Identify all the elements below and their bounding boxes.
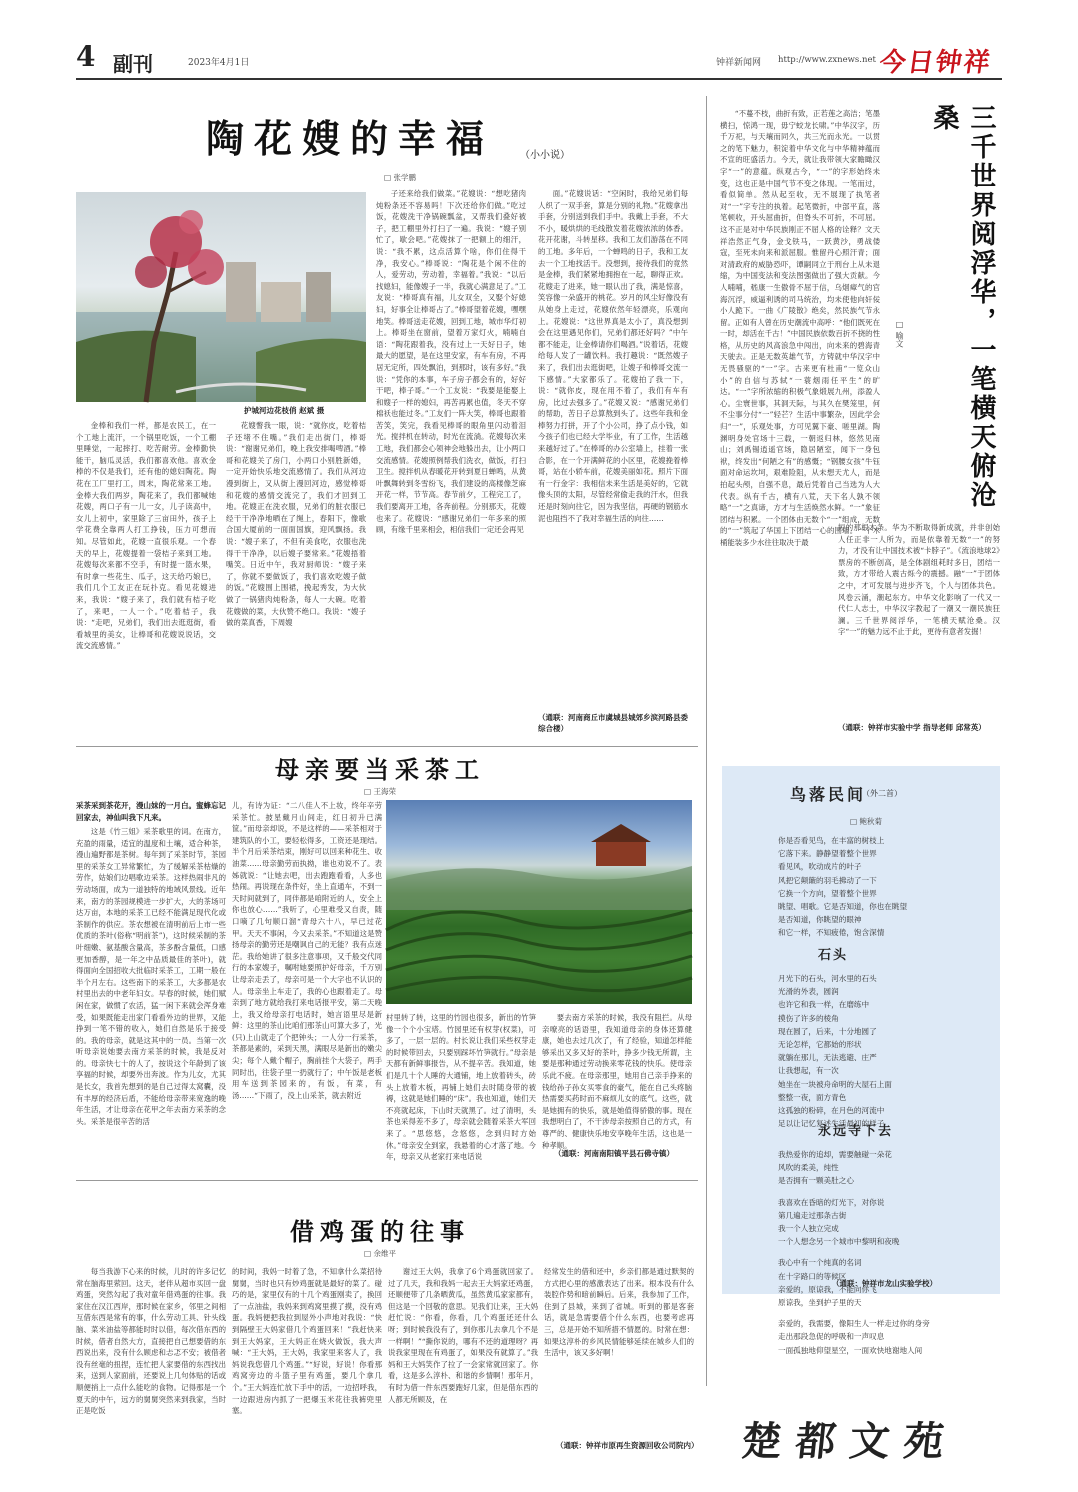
story2-epigraph: 采茶采到茶花开，漫山妹的一月白。蜜蜂忘记回家去，神仙叫我下凡来。 — [76, 801, 226, 822]
poem-line: 光滑的外表，圆润 — [778, 987, 839, 997]
column-divider — [706, 96, 707, 1386]
poem-line: 也许它和我一样，在磨练中 — [778, 1000, 870, 1010]
poem-line: 走出那段急促的呼吸和一声叹息 — [778, 1332, 885, 1342]
poem-line: 她坐在一块被舟命明的大屋石上面 — [778, 1079, 892, 1089]
section-label: 楚都文苑 — [739, 1418, 961, 1465]
poem-line: 我心中有一个纯真的名词 — [778, 1258, 862, 1268]
story3-title: 借鸡蛋的往事 — [290, 1218, 470, 1246]
story1-title: 陶花嫂的幸福 — [205, 117, 494, 161]
poem-line: 我一个人独立完成 — [778, 1224, 839, 1234]
poem2-title: 石头 — [818, 948, 849, 963]
page-number: 4 — [76, 40, 96, 73]
issue-date: 2023年4月1日 — [188, 58, 250, 68]
poem-line: 整整一夜，面方青色 — [778, 1092, 847, 1102]
poem-line: 现在圆了，后来，十分地圆了 — [778, 1026, 877, 1036]
poem-line: 这孤独的粉碎，在月色的河流中 — [778, 1106, 885, 1116]
site-name: 钟祥新闻网 — [716, 58, 762, 68]
poem3-body — [778, 1148, 988, 1357]
poem1-body — [778, 834, 988, 940]
section-divider-2 — [76, 1180, 698, 1181]
poem-line: 和它一样，不知疲倦，饱含深情 — [778, 928, 885, 938]
story3-credit: （通联：钟祥市原再生资源回收公司院内） — [556, 1441, 699, 1450]
poem-line: 一个人想念另一个城市中黎明和夜晚 — [778, 1237, 900, 1247]
poem-line: 让我想起，有一次 — [778, 1066, 839, 1076]
story1-genre: （小小说） — [520, 150, 570, 161]
poem-line: 它落下来。静静望着整个世界 — [778, 849, 877, 859]
poem-line: 是否知道，你眺望的眼神 — [778, 915, 862, 925]
story3-column-2: 的时间，我妈一时着了急，不知拿什么菜招待舅舅，当时也只有炒鸡蛋就是最好的菜了。碰巧的是，家里仅有的十几个鸡蛋刚卖了，换回了一点油盐，我妈来到鸡窝里摸了摸，没有鸡蛋。我妈便把我拉到屋外小声地对我说：“快到隔壁王大妈家借几个鸡蛋回来！”我赶快来到王大妈家，王大妈正在烧火做饭，我大声喊：“王大妈，王大妈，我家里来客人了，我妈说我您借几个鸡蛋。”“好说，好说！你看那鸡窝旁边的斗篮子里有鸡蛋，要几个拿几个。”王大妈连忙放下手中的活，一边招呼我，一边跟进房内抓了一把爆玉米花往我裤兜里塞。 — [232, 1267, 382, 1416]
site-url[interactable]: http://www.zxnews.net — [778, 55, 876, 65]
poem-line: 我喜欢在昏暗的灯光下，对你说 — [778, 1197, 885, 1207]
story1-column-4: 面。”花嫂说话：“空闲时，我给兄弟们每人织了一双手套，算是分别的礼物。”花嫂拿出手套，分别送到我们手中。我戴上手套，不大不小，暖烘烘的毛线散发着花嫂浓浓的体香。花开花谢，斗转星移。我和工友们游荡在不同的工地。多年后，一个蝉鸣的日子，我和工友去一个工地找活干。没想到，接待我们的竟然是金棒，我们紧紧地拥抱在一起，聊得正欢。花嫂走了进来，她一眼认出了我，满是惊喜，笑容像一朵盛开的桃花。岁月的风尘好像没有从她身上走过，花嫂依然年轻漂亮，乐观向上。花嫂说：“这世界真是太小了，真没想到会在这里遇见你们，兄弟们都还好吗？”中午都不能走，让金棒请你们喝酒。”说着话，花嫂给每人发了一罐饮料。我打趣说：“既然嫂子来了，我们出去逛街吧，让嫂子和棒哥交流一下感情。”大家都乐了。花嫂拍了我一下，说：“就你皮，现在用不着了，我们有车有房，比过去强多了。”花嫂又说：“感谢兄弟们的帮助，苦日子总算熬到头了。这些年我和金棒努力打拼，开了个小公司，挣了点小钱，如今孩子们也已经大学毕业，有了工作，生活越来越好过了。”在棒哥的办公室墙上，挂着一张合影，在一个开满鲜花的小区里，花嫂挽着棒哥，站在小轿车前，花嫂美丽如花。照片下面有一行金字：我相信未来生活是美好的，它就像头顶的太阳，尽管经常偷走我的汗水，但我还是时刻向往它，因为我坚信，再硬的钢筋水泥也阻挡不了我对幸福生活的向往…… — [538, 189, 688, 523]
essay-column-1: “不蔓不枝，曲折有致，正若莲之高洁；笔墨横扫，惊鸿一现，毋宁蛟龙长啸。”中华汉字，历千万祀，与天壤而同久，共三光而永光。一以贯之的笔下魅力，积淀着中华文化与中华精神蕴而不宣的旺盛活力。今天，就让我带领大家瞻瞰汉字“一”的意蕴。纵观古今，“一”的字形始终未变，这也正是中国气节不变之体现。一笔而过，看似简单。然从起至收，无不展现了执笔者对“一”字专注的执着。起笔微折，中部平直，落笔顿收，开头屈曲折，但脊头不可折，不可屈。这不正是对中华民族刚正不屈人格的诠释？文天祥浩然正气身，金戈铁马，一跃黄沙，勇战偻寇，至死未向来和派屈服。惟留丹心照汗青；面对清政府的威胁恐吓，谭嗣同立于刑台上从未退缩，为中国变法和变法图强做出了强大贡献。今人哺哺，嵇康一生傲骨不屈于信，乌烟瘴气的官海沉浮，威逼利诱的司马统治，均未使他向奸佞小人跪下。一曲《广陵散》绝矣，然民族气节永留。正如有人曾在历史潮流中高呼：“他们既死在一时，却活在千古！”中国民族依数百折不挠的性格，从历史的风高浪急中闯出，向未来的碧海青天驶去。正是无数英雄气节，方铸就中华汉字中无畏骚驱的“一”字。古来更有杜甫“一览众山小”的自信与苏轼“一蓑烟雨任平生”的旷达。“一”字所浓缩的积极气象煅展九州，添盈人心。尘寰世事，其洞天际，与其久在樊笼里，何不尘事分付“一”轻芒？生活中事繁杂，因此学会归“一”，乐观处事，方可见翼下豪、嗟里湖。陶渊明身处官场十三载，一朝返归林，悠然见南山；刘禹锡逍遥官场，隐居陋室，闻下一身包袱，终发出“何陋之有”的感慨；“钢腰女孩”牛钰面对命运坎坷，艰难险阻，从未想天尤人，而是拍起头颅，自强不息，最后凭着自己当选为人大代表。纵有千古，横有八荒，天下名人孰不领略“一”之真谛，方才与生活焕然水鲜。“一”象征团结与积累。一个团体由无数个“一”组成，无数的“一”筑起了华国上下团结一心的围墙。一个木桶能装多少水往往取决于最 — [720, 109, 880, 547]
story3-column-4: 经常发生的借和还中，乡亲们都是通过默契的方式把心里的感激表达了出来。根本没有什么装腔作势和暗前瞬后。后来，我参加了工作，住到了县城，来到了省城。听到的都是客套话，就是急需要借个什么东西，也要考虑再三，总是开始不知所措不情愿的。时常在想：如果这淳朴的乡风民情能够延续在城乡人们的生活中，该又多好啊！ — [544, 1267, 694, 1358]
tea-field-illustration — [386, 800, 692, 1004]
essay-credit: （通联：钟祥市实验中学 指导老师 邱常英） — [838, 723, 986, 732]
section-divider — [76, 746, 698, 747]
riverside-blossom-photo — [76, 192, 366, 402]
poem-line: 我热爱你的追却，需要触碰一朵花 — [778, 1150, 892, 1159]
poem2-body — [778, 972, 988, 1130]
poem-line: 就躺在那儿，无法逃避、庄严 — [778, 1053, 877, 1063]
story3-column-3: 谢过王大妈，我拿了6个鸡蛋就回家了。过了几天，我和我妈一起去王大妈家还鸡蛋，还顺便带了几条晒黄瓜，虽然黄瓜家家都有，但这是一个回敬的意思。见我们让来，王大妈赶忙说：“你看，你看，几个鸡蛋还还什么呀；到时候我没有了，到你那儿去拿几个不是一样啊！”“撕你说的，哪有不还的道理呀？再说我家里现在有鸡蛋了，如果没有就算了。”我妈和王大妈笑作了拉了一会家常就回家了。你看，这是多么淳朴、和谐的乡情啊！那年月，有时为借一件东西要跑好几家，但是借东西的人都无所顾及，在 — [388, 1267, 538, 1404]
photo-illustration — [76, 192, 366, 402]
photo-caption: 护城河边花枝俏 赵斌 摄 — [244, 406, 325, 415]
poem-line: 摸伤了许多的棱角 — [778, 1013, 839, 1023]
poem-line: 无论怎样，它都始的形状 — [778, 1040, 862, 1050]
story3-author: □ 余维平 — [364, 1249, 396, 1258]
poem-line: 亲爱的，原谅我，不能向你飞 — [778, 1284, 877, 1294]
story2-title: 母亲要当采茶工 — [275, 756, 485, 784]
poem-line: 第几遍走过那条古街 — [778, 1210, 847, 1220]
story2-credit: （通联：河南南阳镇平县石佛寺镇） — [554, 1149, 674, 1158]
story2-column-3: 村里转了转，这里的竹园也很多，新出的竹笋像一个个小宝塔。竹园里还有权芽(权菜)，可多了，一层一层的。村长说让我们采些权芽走的时候带回去，只要别踩坏竹笋就行。”母亲是天都有新鲜事报告，从不提辛苦。我知道，她们是几十个人睡的大通铺，地上放着砖头，砖头上放着木板，再铺上她们去时随身带的被褥，这就是她们睡的“床”。我也知道，她们天不亮就起床，下山时天就黑了。过了清明，头茶也采得差不多了，母亲就会随着采茶大军回来了。“思悠悠，念悠悠，念到归时方始休。”母亲安全到家，我悬着的心才落了地。今年，母亲又从老家打来电话说 — [386, 1013, 536, 1162]
poem-line: 在十字路口的等候区 — [778, 1271, 847, 1281]
header-rule — [76, 78, 1002, 80]
poem-line: 你是否看见鸟，在丰富的树枝上 — [778, 836, 885, 845]
poem-line: 看见风，吹动成片的叶子 — [778, 862, 862, 872]
section-name: 副刊 — [113, 52, 153, 76]
newspaper-logo: 今日钟祥 — [877, 48, 994, 78]
story2-column-2: 儿，有诗为证：“二八佳人不上妆，终年辛劳采茶忙。披星戴月山间走，红日初升已满筐。”而母亲却说，不是这样的——采茶相对于建筑队的小工，要轻松得多，工资还是现结。半个月后采茶结束，刚好可以回来种花生、收油菜……母亲勤劳而执拗，谁也劝说不了。表姊就说：“让她去吧，出去跑跑看看，人多也热闹。再说现在条件好，坐上直通车，不到一天时间就到了，同伴都是咱附近的人，安全上你也放心……”我听了，心里难受又自责，随口嘀了几句顺口溜“青母六十八，早已过花甲。天天不事闲，今又去采茶。”不知道这是赞扬母亲的勤劳还是嘲讽自己的无能？我有点迷茫。我给她讲了很多注意事项，又千般交代同行的本家嫂子，嘱咐她要照护好母亲，千万别让母亲走丢了，母亲可是一个大字也不认识的人。母亲坐上车走了，我的心也跟着走了。母亲到了地方就给我打来电话报平安，第二天晚上，我又给母亲打电话时，她言语里尽是新鲜：这里的茶山比咱们那茶山可算大多了，光(只)上山就走了个把钟头；一人分一行采茶，茶都是素的，采到天黑，满眼尽是新出的嫩尖尖；每个人戴个帽子，胸前挂个大袋子，两手同时出，往袋子里一扔就行了；中午饭是老板用车送到茶园来的，有饭，有菜，有汤……“下雨了，没上山采茶，就去附近 — [232, 801, 382, 1100]
poem-line: 原谅我，坐到护子里的天 — [778, 1298, 862, 1308]
poem-line: 一面孤独地仰望星空，一面欢快地谢地人间 — [778, 1345, 923, 1355]
poem-line: 风把它颠簸的羽毛拂动了一下 — [778, 875, 877, 885]
essay-author: □ 喻文 — [895, 320, 904, 348]
story1-column-3: 子还来给我们做菜。”花嫂说：“想吃猪肉炖粉条还不容易吗！下次还给你们做。”吃过饭，花嫂洗干净锅碗瓢盆，又帮我们叠好被子，把工棚里外打扫了一遍。我说：“嫂子别忙了，歇会吧。”花嫂抹了一把额上的细汗，说：“我不累，这点活算个啥，你们住得干净，我安心。”棒哥说：“陶花是个闲不住的人，爱劳动，劳动着，幸福着。”我说：“以后找媳妇，能像嫂子一半，我就心满意足了。”工友说：“棒哥真有福，儿女双全，又娶个好媳妇，好事全让棒哥占了。”棒哥望着花嫂，嘿嘿地笑。棒哥送走花嫂，回到工地，城市华灯初上。棒哥坐在窗前，望着万家灯火，喃喃自语：“陶花跟着我，没有过上一天好日子，她最大的愿望，是在这里安家，有车有房，不再居无定所，四处飘泊，到那时，该有多好。”我说：“凭你的本事，车子房子都会有的，好好干吧，棒子哥。”一个工友说：“我要是能娶上和嫂子一样的媳妇，再苦再累也值，冬天不穿棉袄也能过冬。”工友们一阵大笑，棒哥也跟着苦笑，笑完，我看见棒哥的眼角里闪动着泪光。搅拌机在转动，时光在流淌。花嫂每次来工地，我们都会心领神会地躲出去，让小两口交流感情。花嫂照例帮我们洗衣，做饭，打扫卫生。搅拌机从春暖花开转到夏日蝉鸣，从黄叶飘舞转到冬雪纷飞，我们建设的高楼像芝麻开花一样，节节高。春节前夕，工程完工了，我们要离开工地，各奔前程。分别那天，花嫂也来了。花嫂说：“感谢兄弟们一年多来的照顾，有缘千里来相会，相信我们一定还会再见 — [376, 189, 526, 535]
story2-author: □ 王海荣 — [364, 787, 396, 796]
poems-author: □ 鲍秋菊 — [850, 817, 882, 826]
poem-line: 亲爱的，我需要，像阳生人一样走过你的身旁 — [778, 1319, 930, 1329]
essay-title: 三千世界阅浮华，一笔横天俯沧桑 — [929, 104, 996, 510]
tea-plantation-photo — [386, 800, 692, 1004]
poem-line: 是否拥有一颗美肚之心 — [778, 1176, 854, 1186]
essay-column-2: 短的那根木条。华为不断取得新成就，并非创始人任正非一人所为，而是依靠着无数“一”的努力，才没有让中国技术被“卡脖子”。《流浪地球2》票房的不断创高，是全体剧组耗时多日，团结一致，方才带给人震古烁今的震撼。融“一”于团体之中，才可发展与进步齐飞，个人与团体共色。风卷云涌，潮起东方。中华文化影响了一代又一代仁人志士，中华汉字教起了一潮又一潮民族狂澜。三千世界阅浮华，一笔横天赋沧桑。汉字“一”的魅力远不止于此，更待有意者发掘！ — [838, 523, 1000, 637]
poem-line: 它换一个方向，望着整个世界 — [778, 888, 877, 898]
story1-author: □ 张学鹏 — [384, 173, 416, 182]
poem-line: 足以让记忆复述生活最初的样子 — [778, 1119, 885, 1129]
poems-credit: （通联：钟祥市龙山实验学校） — [832, 1279, 937, 1288]
poem1-title: 鸟落民间 — [790, 785, 867, 804]
story3-column-1: 每当我游下心来的时候，儿时的许多记忆常在脑海里萦回。这天，老伴从超市买回一盘鸡蛋，突然勾起了我对童年借鸡蛋的往事。我家住在汉江西岸，那时候在家乡，邻里之间相互借东西是常有的事，什么劳动工具、针头线脑、菜米油盐等都能时时以借，每次借东西的时候，借者自然大方，直接把自己想要借的东西说出来，没有什么顾虑和忐忑不安；被借者没有丝毫的扭捏，连忙把人家要借的东西找出来，送到人家面前，还要说上几句体贴的话或顺便捎上一点什么能吃的食物。记得那是一个夏天的中午，远方的舅舅突然来到我家，当时正是吃饭 — [76, 1267, 226, 1416]
poem-line: 眺望、唱歌。它是否知道，你也在眺望 — [778, 902, 908, 912]
story1-credit: （通联：河南商丘市虞城县城郊乡滨河路县委综合楼） — [538, 713, 688, 733]
story1-column-2: 花嫂瞥我一眼，说：“就你皮，吃着桔子还堵不住嘴。”我们走出街门，棒哥说：“谢谢兄弟们，晚上我安排喝啤酒。”棒哥和花嫂关了房门，小两口小别胜新婚，一定开始快乐地交流感情了。我们从河边漫到街上，又从街上漫回河边，感觉棒哥和花嫂的感情交流完了，我们才回到工地。花嫂正在洗衣服，兄弟们的脏衣服已经干干净净地晒在了绳上，春阳下，像歌合国大厦前的一面面国旗，迎风飘扬。我说：“嫂子来了，不但有美食吃，衣服也洗得干干净净，以后嫂子要常来。”花嫂捂着嘴笑。日近中午，我对厨师说：“嫂子来了，你就不要做饭了，我们喜欢吃嫂子做的饭。”花嫂围上围裙，挽起秀发，为大伙做了一锅猪肉炖粉条，每人一大碗。吃着花嫂做的菜，大伙赞不绝口。我说：“嫂子做的菜真香，下周嫂 — [226, 421, 366, 628]
story2-column-4: 要去南方采茶的时候，我没有阻拦。从母亲嘹亮的话语里，我知道母亲的身体还算健康，她也去过几次了，有了经验，知道怎样能够采出又多又好的茶叶，挣多少钱无所谓，主要是那种通过劳动换来零花钱的快乐。使母亲乐此不疲。在母亲那里，她用自己亲手挣来的钱给孙子孙女买零食的豪气，能在自己头疼脑热需要买药时而不麻烦儿女的底气。这些，就是她拥有的快乐，就是她值得骄傲的事。现在我想明白了，不干涉母亲按照自己的方式，有尊严的、健康快乐地安享晚年生活，这也是一种孝顺。 — [542, 1013, 692, 1150]
poem3-title: 永远寺下去 — [818, 1124, 894, 1139]
poem-line: 月光下的石头，河水里的石头 — [778, 974, 877, 983]
poem-line: 风吹的柔美，纯性 — [778, 1163, 839, 1173]
story1-column-1: 金棒和我们一样，都是农民工，在一个工地上流汗，一个锅里吃饭，一个工棚里睡觉，一起摔打、吃苦耐劳。金棒勤快能干，脑瓜灵活，我们都喜欢他。喜欢金棒的不仅是我们，还有他的媳妇陶花。陶花在工厂里打工，周末，陶花常来工地。金棒大我们两岁，陶花来了，我们都喊她花嫂，两口子有一儿一女，儿子读高中，女儿上初中，家里除了三亩田外，孩子上学花费全靠两人打工挣钱，压力可想而知。尽管如此，花嫂一直很乐观。一个春天的早上，花嫂提着一袋桔子来到工地。花嫂每次来都不空手，有时提一篮水果，有时拿一些花生、瓜子，这天给巧娘巳，我们几个工友正在玩扑克。看见花嫂进来，我说：“嫂子来了，我们就有桔子吃了，来吧，一人一个。”吃着桔子，我说：“走吧，兄弟们，我们出去逛逛街，看看城里的美女，让棒哥和花嫂说说话，交流交流感情。” — [76, 421, 216, 651]
story2-column-1: 这是《竹三姐》采茶歌里的词。在南方，充盈的雨量，适宜的温度和土壤，适合种茶，漫山遍野都是茶树。每年到了采茶时节，茶园里的采茶女工异常繁忙，为了缓解采茶枯燥的劳作，姑娘们边唱歌边采茶。这样热闹非凡的劳动场面，成为一道独特的地域风景线。近年来，南方的茶园规模进一步扩大，大的茶场可达万亩，本地的采茶工已经不能满足现代化或茶制作的供应。茶农想被在清明前后上市一些优质的茶叶(俗称“明前茶”)，这时候采制的茶叶细嫩、氨基酸含量高，茶多酚含量低，口感更加香醇，是一年之中品质最佳的茶叶)，就得面向全国招收大批临时采茶工，工期一般在半个月左右。这些南下的采茶工，大多都是农村里出去的中老年妇女。早春的时候，她们赋闲在家，做惯了农活，猛一闲下来就会浑身难受，如果既能走出家门看看外边的世界，又能挣到一笔不错的收入，她们自然是乐于接受的。我的母亲，就是这其中的一员。当第一次听母亲说她要去南方采茶的时候，我是反对的。母亲快七十的人了，按说这个年龄到了该享福的时候，却要外出奔波。作为儿女，尤其是长女，我首先想到的是自己过得太窝囊，没有丰厚的经济后盾，不能给母亲带来宽逸的晚年生活，才让母亲在花甲之年去南方采茶的念头。采茶是很辛苦的活 — [76, 827, 226, 1126]
poem1-title-note: （外二首） — [862, 789, 902, 798]
